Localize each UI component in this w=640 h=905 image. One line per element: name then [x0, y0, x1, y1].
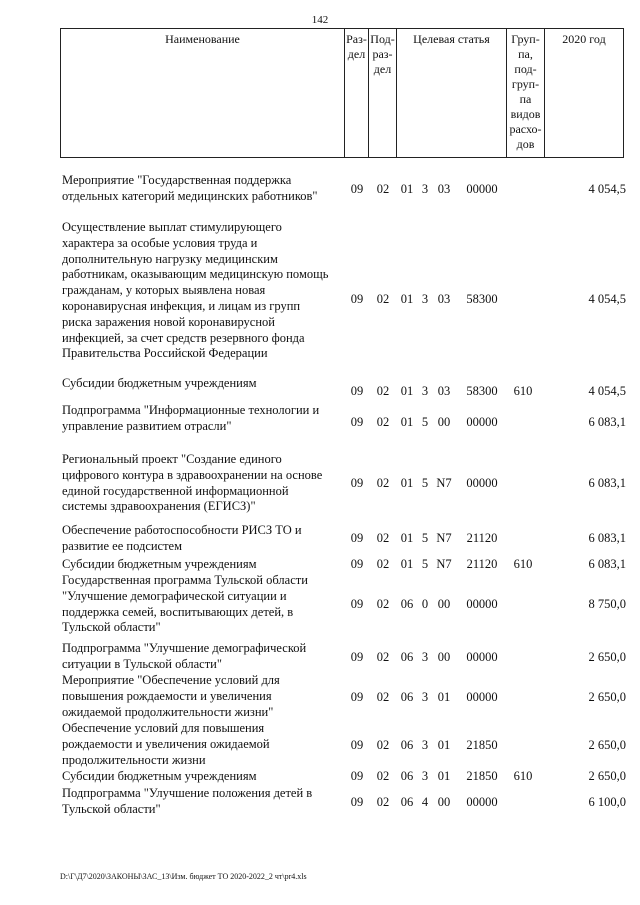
row-cs-direction: 21120 [466, 557, 498, 571]
row-cs-event: 01 [437, 738, 451, 752]
row-cs-direction: 00000 [466, 690, 498, 704]
row-cs-subprogram: 4 [421, 795, 429, 809]
row-razdel: 09 [350, 292, 364, 306]
row-cs-event: 03 [437, 182, 451, 196]
row-vid: 610 [513, 769, 533, 783]
row-name: Мероприятие "Обеспечение условий для повышения рождаемости и увеличения ожидаемой продолжительности жизни" [62, 673, 280, 719]
row-razdel: 09 [350, 531, 364, 545]
row-cs-program: 01 [400, 476, 414, 490]
row-podrazdel: 02 [376, 292, 390, 306]
row-amount: 2 650,0 [588, 650, 626, 664]
row-podrazdel: 02 [376, 415, 390, 429]
row-razdel: 09 [350, 738, 364, 752]
row-cs-event: 03 [437, 384, 451, 398]
row-cs-event: 01 [437, 690, 451, 704]
row-cs-event: N7 [436, 557, 452, 571]
row-podrazdel: 02 [376, 650, 390, 664]
row-cs-subprogram: 3 [421, 650, 429, 664]
row-name: Осуществление выплат стимулирующего характера за особые условия труда и дополнительную нагрузку медицинским работникам, оказывающим медицинскую помощь гражданам, у которых выявлена новая коронавирусная инфекция, и лицам из групп риска заражения новой коронавирусной инфекцией, за счет средств резервного фонда Правительства Российской Федерации [62, 220, 329, 361]
row-podrazdel: 02 [376, 384, 390, 398]
row-amount: 6 083,1 [588, 531, 626, 545]
row-cs-program: 01 [400, 531, 414, 545]
row-cs-event: 00 [437, 650, 451, 664]
row-podrazdel: 02 [376, 795, 390, 809]
row-amount: 4 054,5 [588, 292, 626, 306]
row-podrazdel: 02 [376, 531, 390, 545]
header-podrazdel: Под- раз- дел [369, 29, 397, 157]
row-amount: 4 054,5 [588, 182, 626, 196]
row-cs-direction: 21850 [466, 738, 498, 752]
header-year: 2020 год [562, 32, 606, 46]
row-razdel: 09 [350, 597, 364, 611]
row-name: Подпрограмма "Улучшение положения детей в Тульской области" [62, 786, 313, 816]
row-cs-direction: 00000 [466, 597, 498, 611]
row-name: Подпрограмма "Информационные технологии и управление развитием отрасли" [62, 403, 320, 433]
row-name: Подпрограмма "Улучшение демографической ситуации в Тульской области" [62, 641, 307, 671]
row-name: Субсидии бюджетным учреждениям [62, 769, 257, 783]
row-cs-direction: 00000 [466, 650, 498, 664]
row-podrazdel: 02 [376, 476, 390, 490]
row-name: Государственная программа Тульской области "Улучшение демографической ситуации и поддержка семей, воспитывающих детей, в Тульской области" [62, 573, 308, 635]
row-cs-subprogram: 3 [421, 384, 429, 398]
row-razdel: 09 [350, 690, 364, 704]
row-cs-program: 06 [400, 690, 414, 704]
row-cs-subprogram: 5 [421, 415, 429, 429]
row-razdel: 09 [350, 795, 364, 809]
header-celevaya: Целевая статья [397, 29, 507, 157]
row-podrazdel: 02 [376, 769, 390, 783]
row-amount: 6 083,1 [588, 557, 626, 571]
row-name: Мероприятие "Государственная поддержка отдельных категорий медицинских работников" [62, 173, 318, 203]
row-amount: 6 083,1 [588, 476, 626, 490]
row-amount: 6 100,0 [588, 795, 626, 809]
row-name: Обеспечение условий для повышения рождаемости и увеличения ожидаемой продолжительности жизни [62, 721, 270, 767]
row-cs-subprogram: 5 [421, 531, 429, 545]
row-razdel: 09 [350, 182, 364, 196]
row-cs-event: 00 [437, 795, 451, 809]
row-podrazdel: 02 [376, 690, 390, 704]
row-cs-subprogram: 3 [421, 738, 429, 752]
row-cs-direction: 21120 [466, 531, 498, 545]
row-razdel: 09 [350, 415, 364, 429]
page-number: 142 [311, 14, 329, 26]
row-cs-event: N7 [436, 476, 452, 490]
row-cs-direction: 00000 [466, 476, 498, 490]
row-name: Субсидии бюджетным учреждениям [62, 376, 257, 390]
header-razdel: Раз- дел [345, 29, 369, 157]
row-cs-program: 01 [400, 182, 414, 196]
row-vid: 610 [513, 384, 533, 398]
row-cs-event: 00 [437, 415, 451, 429]
row-razdel: 09 [350, 476, 364, 490]
row-cs-subprogram: 3 [421, 292, 429, 306]
row-vid: 610 [513, 557, 533, 571]
row-cs-program: 06 [400, 769, 414, 783]
row-razdel: 09 [350, 769, 364, 783]
file-path-footer: D:\Г\Д7\2020\ЗАКОНЫ\ЗАС_13\Изм. бюджет ТО 2020-2022_2 чт\pr4.xls [60, 872, 307, 881]
row-cs-program: 06 [400, 795, 414, 809]
row-name: Субсидии бюджетным учреждениям [62, 557, 257, 571]
row-cs-program: 06 [400, 650, 414, 664]
row-razdel: 09 [350, 557, 364, 571]
row-cs-direction: 58300 [466, 292, 498, 306]
row-cs-program: 01 [400, 384, 414, 398]
row-cs-subprogram: 5 [421, 557, 429, 571]
header-vid: Груп- па, под- груп- па видов расхо- дов [507, 29, 545, 157]
row-cs-program: 01 [400, 292, 414, 306]
row-cs-direction: 00000 [466, 182, 498, 196]
row-cs-subprogram: 5 [421, 476, 429, 490]
row-amount: 8 750,0 [588, 597, 626, 611]
row-amount: 2 650,0 [588, 738, 626, 752]
row-name: Обеспечение работоспособности РИСЗ ТО и развитие ее подсистем [62, 523, 302, 553]
row-razdel: 09 [350, 650, 364, 664]
row-podrazdel: 02 [376, 182, 390, 196]
row-cs-event: 03 [437, 292, 451, 306]
row-cs-program: 01 [400, 557, 414, 571]
row-cs-event: 00 [437, 597, 451, 611]
header-name: Наименование [61, 29, 345, 157]
row-amount: 6 083,1 [588, 415, 626, 429]
row-amount: 2 650,0 [588, 690, 626, 704]
row-podrazdel: 02 [376, 597, 390, 611]
row-amount: 2 650,0 [588, 769, 626, 783]
row-cs-direction: 00000 [466, 795, 498, 809]
row-cs-direction: 21850 [466, 769, 498, 783]
row-cs-subprogram: 3 [421, 182, 429, 196]
row-cs-direction: 58300 [466, 384, 498, 398]
row-razdel: 09 [350, 384, 364, 398]
row-podrazdel: 02 [376, 557, 390, 571]
row-cs-subprogram: 0 [421, 597, 429, 611]
row-cs-program: 01 [400, 415, 414, 429]
row-cs-subprogram: 3 [421, 690, 429, 704]
row-name: Региональный проект "Создание единого цифрового контура в здравоохранении на основе единой государственной информационной системы здравоохранения (ЕГИСЗ)" [62, 452, 323, 514]
row-cs-direction: 00000 [466, 415, 498, 429]
row-cs-subprogram: 3 [421, 769, 429, 783]
row-cs-event: N7 [436, 531, 452, 545]
row-cs-event: 01 [437, 769, 451, 783]
row-cs-program: 06 [400, 738, 414, 752]
row-podrazdel: 02 [376, 738, 390, 752]
row-cs-program: 06 [400, 597, 414, 611]
row-amount: 4 054,5 [588, 384, 626, 398]
